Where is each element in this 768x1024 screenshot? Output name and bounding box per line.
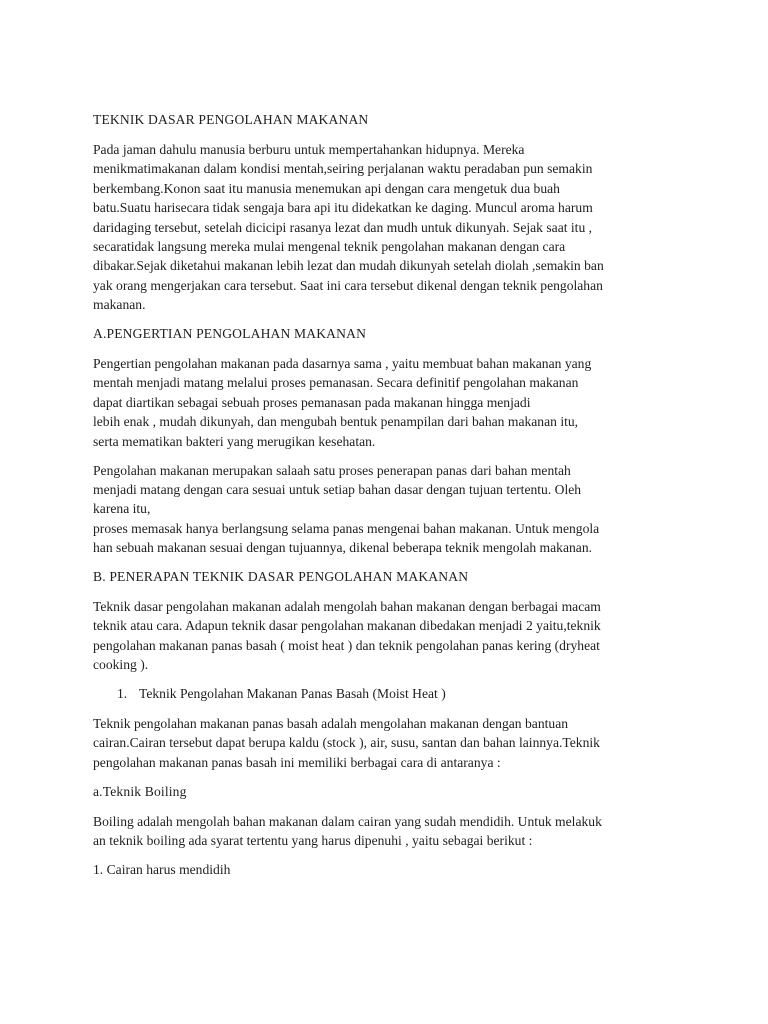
intro-line: yak orang mengerjakan cara tersebut. Saat ini cara tersebut dikenal dengan teknik pengolahan bbox=[93, 277, 603, 293]
section-b-paragraph bbox=[93, 597, 683, 675]
paragraph-line: mentah menjadi matang melalui proses pemanasan. Secara definitif pengolahan makanan bbox=[93, 375, 579, 391]
intro-line: batu.Suatu harisecara tidak sengaja bara api itu didekatkan ke daging. Muncul aroma harum bbox=[93, 200, 593, 216]
paragraph-line: dapat diartikan sebagai sebuah proses pemanasan pada makanan hingga menjadi bbox=[93, 394, 531, 410]
paragraph-line: menjadi matang dengan cara sesuai untuk setiap bahan dasar dengan tujuan tertentu. Oleh bbox=[93, 481, 582, 497]
paragraph-line: Pengertian pengolahan makanan pada dasarnya sama , yaitu membuat bahan makanan yang bbox=[93, 355, 592, 371]
section-a-paragraph-2 bbox=[93, 461, 683, 558]
paragraph-line: Teknik dasar pengolahan makanan adalah mengolah bahan makanan dengan berbagai macam bbox=[93, 598, 601, 614]
paragraph-line: serta mematikan bakteri yang merugikan kesehatan. bbox=[93, 433, 376, 449]
section-a-heading: A.PENGERTIAN PENGOLAHAN MAKANAN bbox=[93, 326, 367, 342]
section-b-heading: B. PENERAPAN TEKNIK DASAR PENGOLAHAN MAKANAN bbox=[93, 569, 469, 585]
document-title: TEKNIK DASAR PENGOLAHAN MAKANAN bbox=[93, 112, 369, 127]
document-page bbox=[93, 110, 683, 889]
intro-line: berkembang.Konon saat itu manusia menemukan api dengan cara mengetuk dua buah bbox=[93, 180, 560, 196]
paragraph-line: han sebuah makanan sesuai dengan tujuannya, dikenal beberapa teknik mengolah makanan. bbox=[93, 540, 593, 556]
paragraph-line: lebih enak , mudah dikunyah, dan mengubah bentuk penampilan dari bahan makanan itu, bbox=[93, 414, 579, 430]
boiling-paragraph bbox=[93, 812, 683, 851]
paragraph-line: teknik atau cara. Adapun teknik dasar pengolahan makanan dibedakan menjadi 2 yaitu,teknik bbox=[93, 618, 601, 634]
intro-line: menikmatimakanan dalam kondisi mentah,seiring perjalanan waktu peradaban pun semakin bbox=[93, 161, 593, 177]
paragraph-line: Boiling adalah mengolah bahan makanan dalam cairan yang sudah mendidih. Untuk melakuk bbox=[93, 813, 602, 829]
list-item-number: 1. bbox=[117, 686, 128, 702]
paragraph-line: karena itu, bbox=[93, 501, 151, 517]
intro-line: makanan. bbox=[93, 297, 146, 313]
list-item-text: Teknik Pengolahan Makanan Panas Basah (Moist Heat ) bbox=[139, 686, 446, 702]
requirement-item: 1. Cairan harus mendidih bbox=[93, 861, 231, 877]
paragraph-line: cairan.Cairan tersebut dapat berupa kaldu (stock ), air, susu, santan dan bahan lainnya.Teknik bbox=[93, 735, 600, 751]
paragraph-line: cooking ). bbox=[93, 657, 149, 673]
intro-paragraph bbox=[93, 140, 683, 315]
intro-line: secaratidak langsung mereka mulai mengenal teknik pengolahan makanan dengan cara bbox=[93, 238, 566, 254]
paragraph-line: proses memasak hanya berlangsung selama panas mengenai bahan makanan. Untuk mengola bbox=[93, 520, 600, 536]
intro-line: dibakar.Sejak diketahui makanan lebih lezat dan mudah dikunyah setelah diolah ,semakin ban bbox=[93, 258, 604, 274]
paragraph-line: Teknik pengolahan makanan panas basah adalah mengolahan makanan dengan bantuan bbox=[93, 715, 569, 731]
paragraph-line: pengolahan makanan panas basah ini memiliki berbagai cara di antaranya : bbox=[93, 754, 501, 770]
paragraph-line: an teknik boiling ada syarat tertentu yang harus dipenuhi , yaitu sebagai berikut : bbox=[93, 833, 533, 848]
intro-line: Pada jaman dahulu manusia berburu untuk mempertahankan hidupnya. Mereka bbox=[93, 141, 525, 157]
boiling-heading: a.Teknik Boiling bbox=[93, 783, 187, 799]
intro-line: daridaging tersebut, setelah dicicipi rasanya lezat dan mudh untuk dikunyah. Sejak saat itu , bbox=[93, 219, 593, 235]
section-a-paragraph-1 bbox=[93, 354, 683, 451]
list-item-moist-heat bbox=[93, 684, 683, 703]
moist-heat-paragraph bbox=[93, 714, 683, 772]
paragraph-line: pengolahan makanan panas basah ( moist heat ) dan teknik pengolahan panas kering (dryheat bbox=[93, 637, 600, 653]
paragraph-line: Pengolahan makanan merupakan salaah satu proses penerapan panas dari bahan mentah bbox=[93, 462, 571, 478]
